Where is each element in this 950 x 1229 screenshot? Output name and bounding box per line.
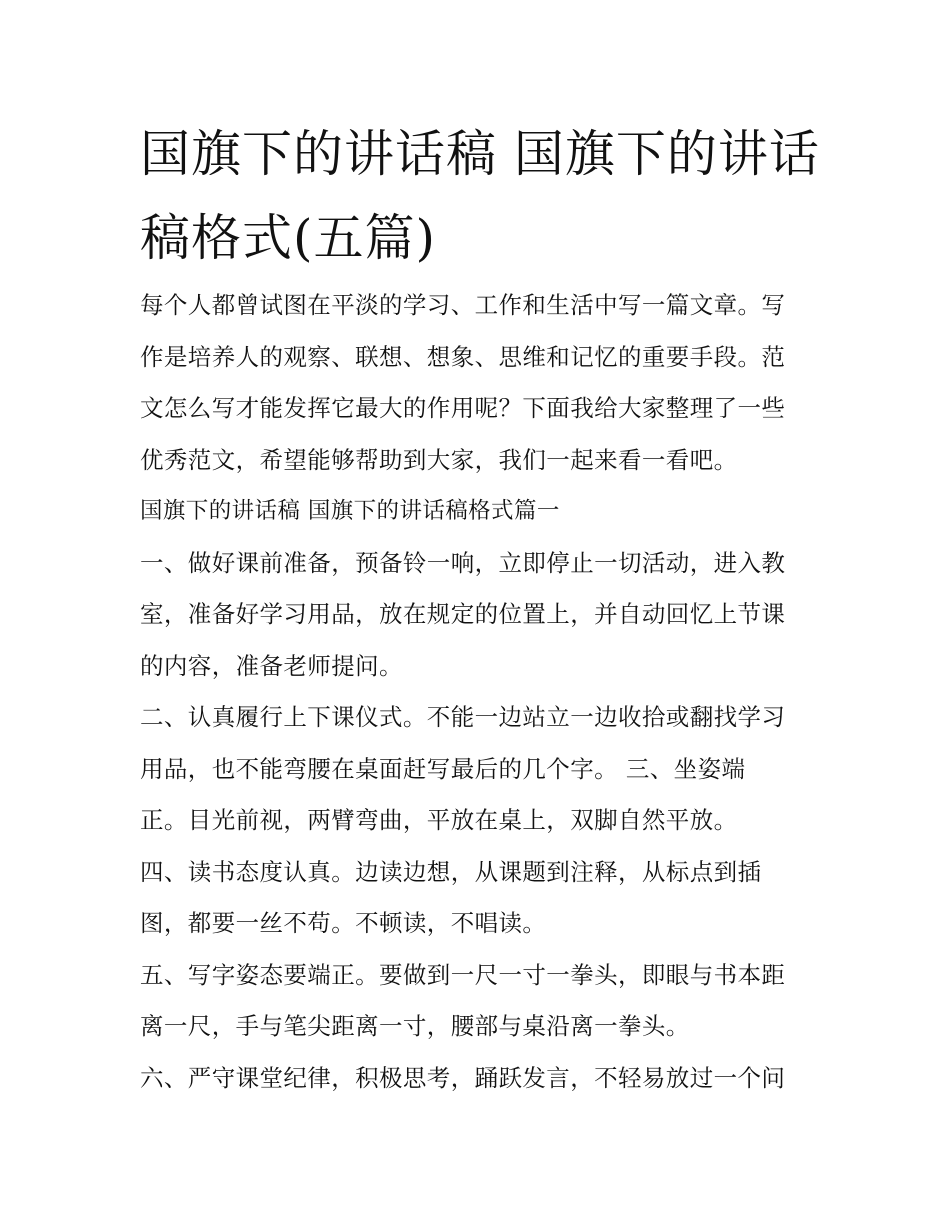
- paragraph-line: 用品，也不能弯腰在桌面赶写最后的几个字。 三、坐姿端: [140, 754, 746, 783]
- document-body: [140, 280, 830, 1104]
- paragraph-line: 四、读书态度认真。边读边想，从课题到注释，从标点到插: [140, 857, 762, 886]
- paragraph-line: 每个人都曾试图在平淡的学习、工作和生活中写一篇文章。写: [140, 291, 786, 319]
- section-heading: 国旗下的讲话稿 国旗下的讲话稿格式篇一: [140, 498, 560, 524]
- paragraph-line: 五、写字姿态要端正。要做到一尺一寸一拳头，即眼与书本距: [140, 960, 786, 989]
- paragraph-line: 优秀范文，希望能够帮助到大家，我们一起来看一看吧。: [140, 445, 738, 474]
- paragraph-line: 二、认真履行上下课仪式。不能一边站立一边收拾或翻找学习: [140, 703, 786, 731]
- paragraph-line: 正。目光前视，两臂弯曲，平放在桌上，双脚自然平放。: [140, 806, 738, 834]
- paragraph-line: 离一尺，手与笔尖距离一寸，腰部与桌沿离一拳头。: [140, 1012, 690, 1040]
- paragraph-line: 一、做好课前准备，预备铃一响，立即停止一切活动，进入教: [140, 548, 786, 577]
- paragraph-line: 作是培养人的观察、联想、想象、思维和记忆的重要手段。范: [140, 342, 786, 371]
- title-line: 国旗下的讲话稿 国旗下的讲话: [140, 125, 820, 183]
- paragraph-line: 文怎么写才能发挥它最大的作用呢？下面我给大家整理了一些: [140, 394, 786, 422]
- paragraph-line: 室，准备好学习用品，放在规定的位置上，并自动回忆上节课: [140, 600, 786, 628]
- document-title: [140, 112, 820, 280]
- paragraph-line: 六、严守课堂纪律，积极思考，踊跃发言，不轻易放过一个问: [140, 1063, 786, 1092]
- paragraph-line: 图，都要一丝不苟。不顿读，不唱读。: [140, 909, 547, 937]
- title-line: 稿格式(五篇): [140, 209, 437, 267]
- paragraph-line: 的内容，准备老师提问。: [140, 651, 403, 680]
